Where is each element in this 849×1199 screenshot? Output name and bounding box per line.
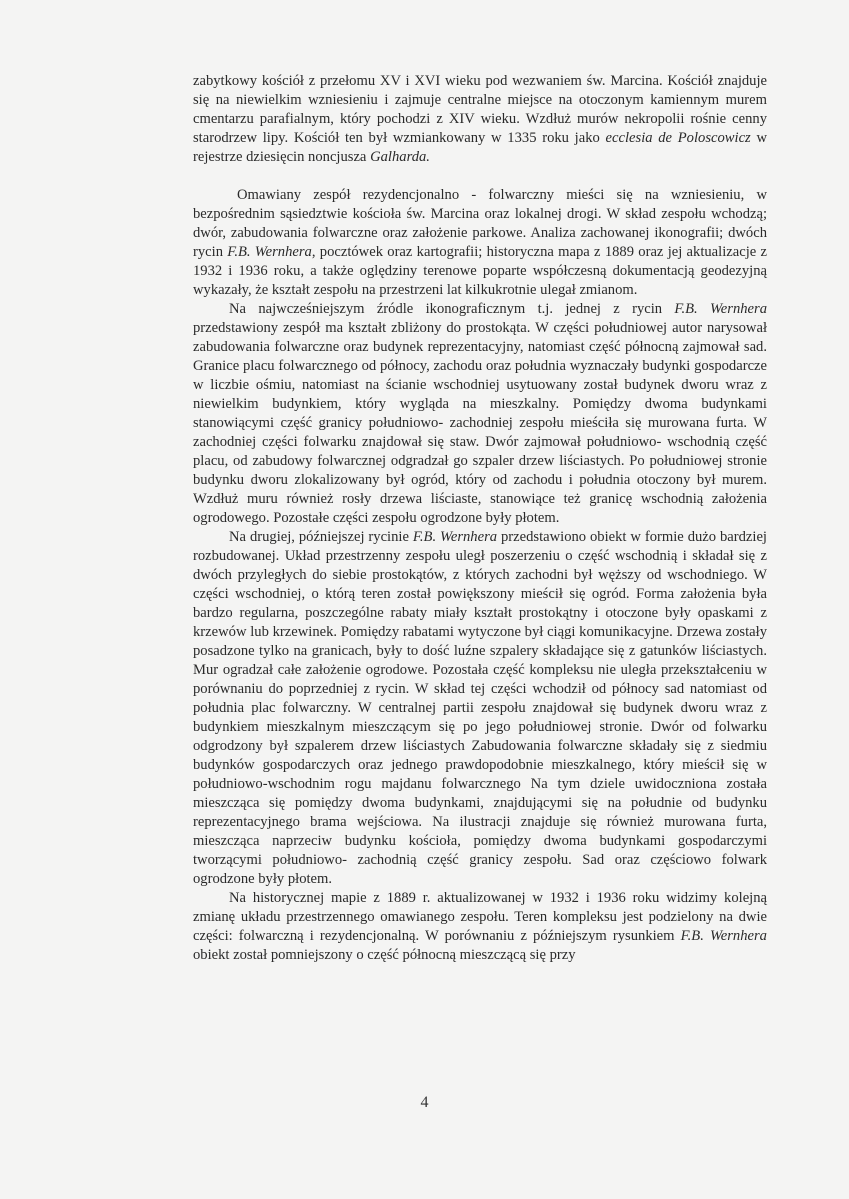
italic-text: F.B. Wernhera xyxy=(674,301,767,317)
text-run: w rejestrze dziesięcin noncjusza xyxy=(193,130,767,165)
text-run: przedstawiony zespół ma kształt zbliżony do prostokąta. W części południowej autor narysował zabudowania folwarczne oraz budynek reprezentacyjny, natomiast część północną zajmował sad. Granice placu folwarcznego od północy, zachodu oraz południa wyznaczały budynki gospodarcze w liczbie ośmiu, natomiast na ścianie wschodniej usytuowany został budynek dworu wraz z niewielkim budynkiem, który wygląda na mieszkalny. Pomiędzy dwoma budynkami stanowiącymi część granicy południowo- zachodniej zespołu mieściła się murowana furta. W zachodniej części folwarku znajdował się staw. Dwór zajmował południowo- wschodnią część placu, od zabudowy folwarcznej odgradzał go szpaler drzew liściastych. Po południowej stronie budynku dworu zlokalizowany był ogród, który od zachodu i południa otoczony był murem. Wzdłuż muru również rosły drzewa liściaste, stanowiące też granicę wschodnią założenia ogrodowego. Pozostałe części zespołu ogrodzone były płotem. xyxy=(193,320,767,526)
text-run: Na najwcześniejszym źródle ikonograficznym t.j. jednej z rycin xyxy=(229,301,675,317)
text-run: przedstawiono obiekt w formie dużo bardziej rozbudowanej. Układ przestrzenny zespołu uległ poszerzeniu o część wschodnią i składał się z dwóch przyległych do siebie prostokątów, z których zachodni był węższy od wschodniego. W części wschodniej, o którą teren został powiększony mieścił się ogród. Forma założenia była bardzo regularna, poszczególne rabaty miały kształt prostokątny i otoczone były opaskami z krzewów lub krzewinek. Pomiędzy rabatami wytyczone był ciągi komunikacyjne. Drzewa zostały posadzone tylko na granicach, były to dość luźne szpalery składające się z gatunków liściastych. Mur ogradzał całe założenie ogrodowe. Pozostała część kompleksu nie uległa przekształceniu w porównaniu do poprzedniej z rycin. W skład tej części wchodził od północy sad natomiast od południa plac folwarczny. W centralnej partii zespołu znajdował się budynek dworu wraz z budynkiem mieszkalnym mieszczącym się po jego południowej stronie. Dwór od folwarku odgrodzony był szpalerem drzew liściastych Zabudowania folwarczne składały się z siedmiu budynków gospodarczych oraz jednego prawdopodobnie mieszkalnego, który mieścił się w południowo-wschodnim rogu majdanu folwarcznego Na tym dziele uwidoczniona została mieszcząca się pomiędzy dwoma budynkami, znajdującymi się na południe od budynku reprezentacyjnego brama wejściowa. Na ilustracji znajduje się również murowana furta, mieszcząca naprzeciw budynku kościoła, pomiędzy dwoma budynkami gospodarczymi tworzącymi południowo- zachodnią część granicy zespołu. Sad oraz częściowo folwark ogrodzone były płotem. xyxy=(193,529,767,887)
paragraph-2 xyxy=(193,186,767,300)
page-text xyxy=(193,72,767,965)
text-run: Na historycznej mapie z 1889 r. aktualizowanej w 1932 i 1936 roku widzimy kolejną zmianę układu przestrzennego omawianego zespołu. Teren kompleksu jest podzielony na dwie części: folwarczną i rezydencjonalną. W porównaniu z późniejszym rysunkiem xyxy=(193,890,767,944)
italic-text: F.B. Wernhera xyxy=(412,529,498,545)
text-run: zabytkowy kościół z przełomu XV i XVI wieku pod wezwaniem św. Marcina. Kościół znajduje się na niewielkim wzniesieniu i zajmuje centralne miejsce na otoczonym kamiennym murem cmentarzu parafialnym, który pochodzi z XIV wieku. Wzdłuż murów nekropolii rośnie cenny starodrzew lipy. Kościół ten był wzmiankowany w 1335 roku jako xyxy=(193,73,767,146)
text-run: , pocztówek oraz kartografii; historyczna mapa z 1889 oraz jej aktualizacje z 1932 i 1936 roku, a także oględziny terenowe poparte współczesną dokumentacją geodezyjną wykazały, że kształt zespołu na przestrzeni lat kilkukrotnie ulegał zmianom. xyxy=(193,244,768,298)
paragraph-5 xyxy=(193,889,767,965)
text-run: Na drugiej, późniejszej rycinie xyxy=(229,529,413,545)
text-run: obiekt został pomniejszony o część północną mieszczącą się przy xyxy=(193,947,576,963)
text-run: Omawiany zespół rezydencjonalno - folwarczny mieści się na wzniesieniu, w bezpośrednim sąsiedztwie kościoła św. Marcina oraz lokalnej drogi. W skład zespołu wchodzą; dwór, zabudowania folwarczne oraz założenie parkowe. Analiza zachowanej ikonografii; dwóch rycin xyxy=(193,187,767,260)
italic-text: Galharda. xyxy=(370,149,430,165)
paragraph-3 xyxy=(193,300,767,528)
page-number: 4 xyxy=(420,1094,429,1111)
italic-text: F.B. Wernhera xyxy=(680,928,767,944)
paragraph-4 xyxy=(193,528,767,889)
italic-text: F.B. Wernhera xyxy=(227,244,312,260)
paragraph-1 xyxy=(193,72,767,167)
italic-text: ecclesia de Poloscowicz xyxy=(605,130,751,146)
